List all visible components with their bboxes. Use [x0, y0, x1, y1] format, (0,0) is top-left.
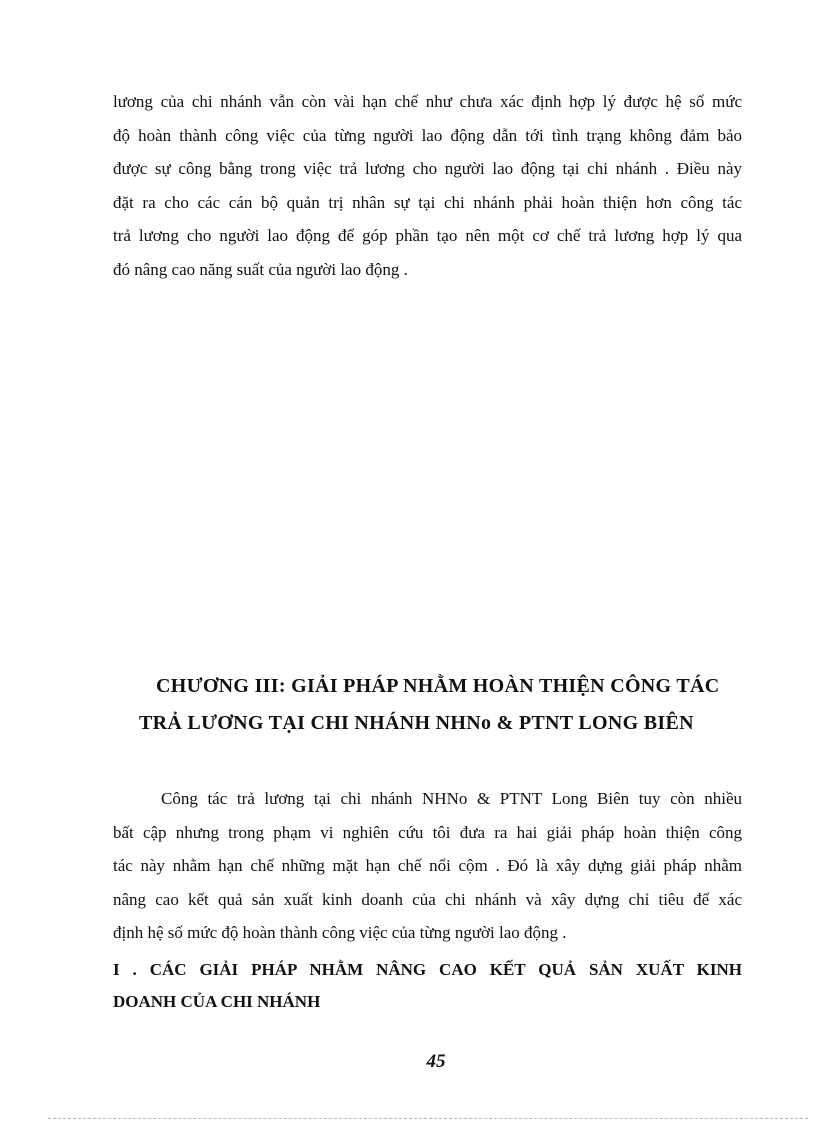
paragraph-line: độ hoàn thành công việc của từng người lao động dẫn tới tình trạng không đảm bảo	[113, 125, 742, 145]
paragraph-line: Công tác trả lương tại chi nhánh NHNo & PTNT Long Biên tuy còn nhiều	[161, 789, 742, 808]
body-paragraph-1	[113, 85, 742, 287]
chapter-title-line-2: TRẢ LƯƠNG TẠI CHI NHÁNH NHNo & PTNT LONG BIÊN	[139, 712, 694, 734]
paragraph-line: nâng cao kết quả sản xuất kinh doanh của chi nhánh và xây dựng chỉ tiêu để xác	[113, 889, 742, 909]
paragraph-line: được sự công bằng trong việc trả lương cho người lao động tại chi nhánh . Điều này	[113, 159, 742, 179]
page-number: 45	[426, 1051, 446, 1072]
paragraph-line: lương của chi nhánh vẫn còn vài hạn chế như chưa xác định hợp lý được hệ số mức	[113, 92, 742, 111]
paragraph-line: định hệ số mức độ hoàn thành công việc của từng người lao động .	[113, 923, 567, 943]
body-paragraph-2	[113, 782, 742, 950]
paragraph-line: đặt ra cho các cán bộ quản trị nhân sự tại chi nhánh phải hoàn thiện hơn công tác	[113, 192, 742, 212]
section-heading-line-1: I . CÁC GIẢI PHÁP NHẰM NÂNG CAO KẾT QUẢ SẢN XUẤT KINH	[113, 960, 742, 979]
paragraph-line: trả lương cho người lao động để góp phần tạo nên một cơ chế trả lương hợp lý qua	[113, 226, 742, 246]
paragraph-line: bất cập nhưng trong phạm vi nghiên cứu tôi đưa ra hai giải pháp hoàn thiện công	[113, 822, 742, 842]
paragraph-line: tác này nhằm hạn chế những mặt hạn chế nổi cộm . Đó là xây dựng giải pháp nhằm	[113, 856, 742, 876]
bottom-divider	[48, 1118, 808, 1119]
section-heading-line-2: DOANH CỦA CHI NHÁNH	[113, 992, 321, 1011]
chapter-title-line-1: CHƯƠNG III: GIẢI PHÁP NHẰM HOÀN THIỆN CÔNG TÁC	[156, 675, 720, 697]
paragraph-line: đó nâng cao năng suất của người lao động .	[113, 259, 408, 279]
